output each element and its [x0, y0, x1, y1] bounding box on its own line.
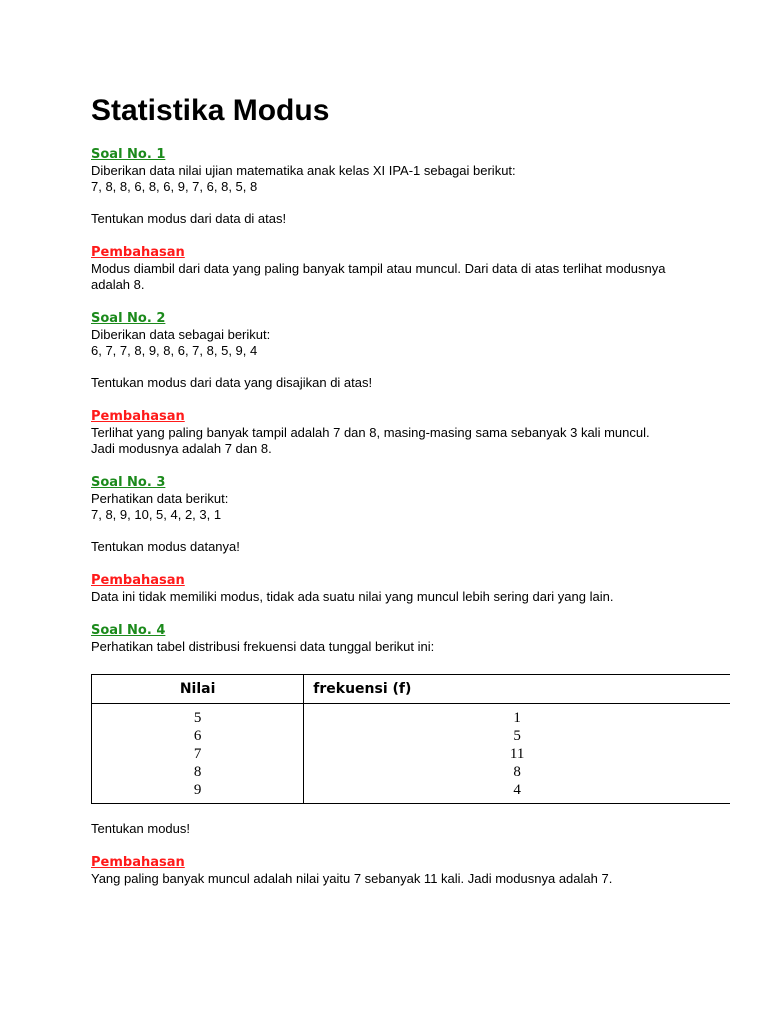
soal-4-question: Tentukan modus!: [91, 821, 191, 836]
soal-4-heading: Soal No. 4: [91, 623, 166, 638]
soal-3-heading: Soal No. 3: [91, 475, 166, 490]
pembahasan-1-text: Modus diambil dari data yang paling banyak tampil atau muncul. Dari data di atas terlihat modusnya: [91, 261, 666, 276]
column-header-frekuensi: frekuensi (f): [304, 675, 730, 704]
soal-2-text: Diberikan data sebagai berikut:: [91, 327, 271, 342]
nilai-value: 5: [193, 710, 202, 726]
frekuensi-value: 1: [513, 710, 521, 726]
frekuensi-value: 8: [513, 764, 521, 780]
pembahasan-4-heading: Pembahasan: [91, 855, 185, 870]
nilai-value: 6: [193, 728, 202, 744]
soal-4-text: Perhatikan tabel distribusi frekuensi data tunggal berikut ini:: [91, 639, 435, 654]
frequency-table: [91, 674, 730, 804]
frekuensi-cell: [304, 704, 730, 804]
soal-1-text: Diberikan data nilai ujian matematika anak kelas XI IPA-1 sebagai berikut:: [91, 163, 516, 178]
soal-3-question: Tentukan modus datanya!: [91, 539, 240, 554]
page-title: Statistika Modus: [91, 94, 330, 127]
pembahasan-2-text-cont: Jadi modusnya adalah 7 dan 8.: [91, 441, 272, 456]
pembahasan-4-text: Yang paling banyak muncul adalah nilai yaitu 7 sebanyak 11 kali. Jadi modusnya adalah 7.: [91, 871, 613, 886]
table-row: [92, 704, 731, 804]
nilai-cell: [92, 704, 304, 804]
nilai-value: 9: [193, 782, 202, 798]
soal-2-heading: Soal No. 2: [91, 311, 166, 326]
pembahasan-3-heading: Pembahasan: [91, 573, 185, 588]
document-content: [91, 146, 731, 887]
column-header-nilai: Nilai: [92, 675, 304, 704]
soal-1-heading: Soal No. 1: [91, 147, 166, 162]
nilai-value: 7: [193, 746, 202, 762]
frekuensi-value: 4: [513, 782, 521, 798]
frekuensi-value: 5: [513, 728, 521, 744]
frekuensi-value: 11: [509, 746, 525, 762]
pembahasan-1-heading: Pembahasan: [91, 245, 185, 260]
soal-1-data: 7, 8, 8, 6, 8, 6, 9, 7, 6, 8, 5, 8: [91, 179, 258, 194]
pembahasan-3-text: Data ini tidak memiliki modus, tidak ada suatu nilai yang muncul lebih sering dari yang lain.: [91, 589, 614, 604]
pembahasan-2-heading: Pembahasan: [91, 409, 185, 424]
pembahasan-1-text-cont: adalah 8.: [91, 277, 145, 292]
soal-2-question: Tentukan modus dari data yang disajikan di atas!: [91, 375, 373, 390]
soal-1-question: Tentukan modus dari data di atas!: [91, 211, 287, 226]
soal-3-text: Perhatikan data berikut:: [91, 491, 229, 506]
pembahasan-2-text: Terlihat yang paling banyak tampil adalah 7 dan 8, masing-masing sama sebanyak 3 kali muncul.: [91, 425, 650, 440]
soal-2-data: 6, 7, 7, 8, 9, 8, 6, 7, 8, 5, 9, 4: [91, 343, 258, 358]
nilai-value: 8: [193, 764, 202, 780]
table-header-row: [92, 675, 731, 704]
soal-3-data: 7, 8, 9, 10, 5, 4, 2, 3, 1: [91, 507, 222, 522]
